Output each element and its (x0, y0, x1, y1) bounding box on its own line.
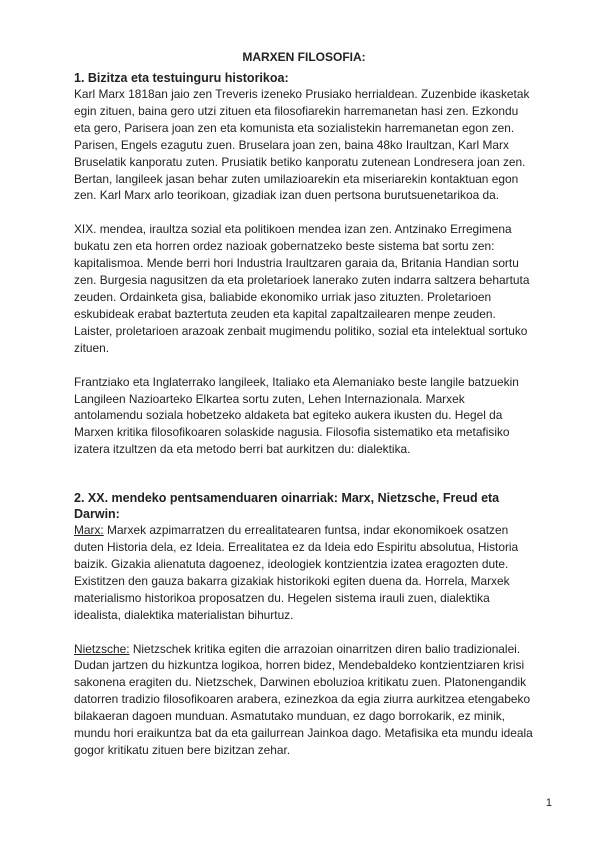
section1-paragraph-3: Frantziako eta Inglaterrako langileek, Italiako eta Alemaniako beste langile batzuekin Langileen Nazioarteko Elkartea sortu zuten, Lehen Internazionala. Marxek antolamendu soziala hobetzeko aldaketa bat egiteko aukera ikusten du. Hegel da Marxen kritika filosofikoaren solaskide nagusia. Filosofia sistematiko eta metafisiko izatera itzultzen da eta metodo berri bat aurkitzen du: dialektika. (74, 374, 519, 457)
page-number: 1 (545, 797, 552, 809)
marx-text: Marxek azpimarratzen du errealitatearen funtsa, indar ekonomikoek osatzen duten Historia dela, ez Ideia. Errealitatea ez da Ideia edo Espiritu absolutua, Historia baizik. Gizakia alienatuta dagoenez, ideologiek kontzientzia izatea eragozten dute. Existitzen den gauza bakarra gizakiak historikoki egiten duena da. Horrela, Marxek materialismo historikoa proposatzen du. Hegelen sistema irauli zuen, dialektika idealista, dialektika materialistan bihurtuz. (74, 523, 519, 622)
nietzsche-label: Nietzsche: (74, 641, 130, 656)
section2-nietzsche-paragraph (74, 641, 534, 759)
section2-heading: 2. XX. mendeko pentsamenduaren oinarriak: Marx, Nietzsche, Freud eta Darwin: (74, 491, 500, 522)
section1-paragraph-2: XIX. mendea, iraultza sozial eta politikoen mendea izan zen. Antzinako Erregimena bukatu zen eta horren ordez nazioak gobernatzeko beste sistema bat sortu zen: kapitalismoa. Mende berri hori Industria Iraultzaren garaia da, Britania Handian sortu zen. Burgesia nagusitzen da eta proletarioek lanerako zuten indarra saltzera behartuta zeuden. Ordainketa gisa, baliabide ekonomiko urriak jaso zituzten. Proletarioen eskubideak erabat baztertuta zeuden eta kapital zapaltzailearen menpe zeuden. Laister, proletarioen arazoak zenbait mugimendu politiko, sozial eta intelektual sortuko zituen. (74, 222, 530, 355)
document-body (74, 50, 534, 759)
marx-label: Marx: (74, 523, 104, 538)
document-title: MARXEN FILOSOFIA: (242, 50, 366, 64)
nietzsche-text: Nietzschek kritika egiten die arrazoian oinarritzen diren balio tradizionalei. Dudan jartzen du hizkuntza logikoa, horren bidez, Mendebaldeko kontzientziaren krisi sakonena eragiten du. Nietzschek, Darwinen eboluzioa kritikatu zuen. Platonengandik datorren tradizio filosofikoaren arabera, ezinezkoa da egia ziurra aurkitzea etengabeko bilakaeran dagoen munduan. Asmatutako munduan, ez dago borrokarik, ez minik, mundu hori eraikuntza bat da eta gailurrean Jainkoa dago. Metafisika eta mundu ideala gogor kritikatu zituen bere bizitzan zehar. (74, 641, 533, 757)
section2-marx-paragraph (74, 522, 534, 623)
section1-heading: 1. Bizitza eta testuinguru historikoa: (74, 71, 289, 85)
section1-paragraph-1: Karl Marx 1818an jaio zen Treveris izeneko Prusiako herrialdean. Zuzenbide ikasketak egin zituen, baina gero utzi zituen eta filosofiarekin harremanetan hasi zen. Ezkondu eta gero, Parisera joan zen eta komunista eta sozialistekin harremanetan egon zen. Parisen, Engels ezagutu zuen. Bruselara joan zen, baina 48ko Iraultzan, Karl Marx Bruselatik kanporatu zuten. Prusiatik betiko kanporatu zutenean Londresera joan zen. Bertan, langileek jasan behar zuten umilazioarekin eta miseriarekin kontaktuan egon zen. Karl Marx arlo teorikoan, gizadiak izan duen pertsona burutsuenetarikoa da. (74, 87, 530, 203)
